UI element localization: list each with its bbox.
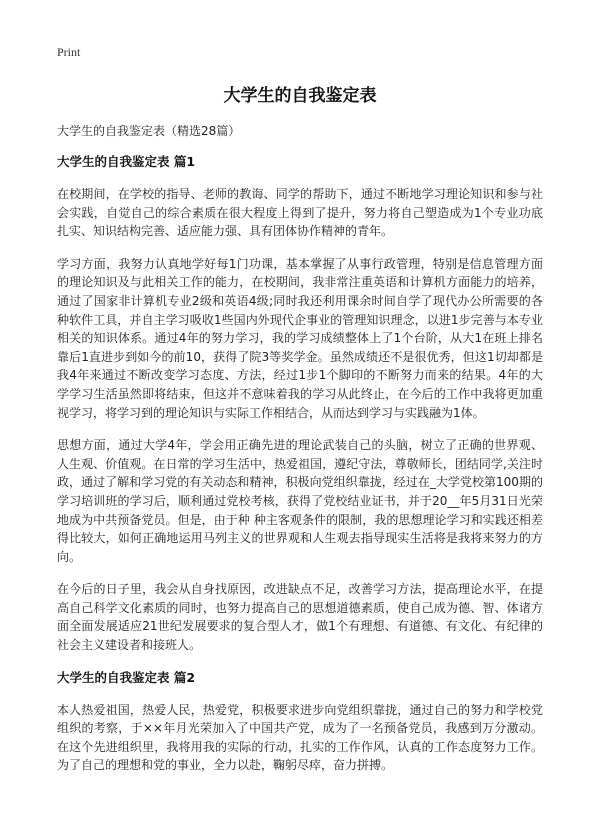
document-title: 大学生的自我鉴定表: [223, 86, 377, 106]
section-2: [57, 669, 543, 775]
section-heading: 大学生的自我鉴定表 篇1: [57, 154, 196, 169]
document-subtitle: 大学生的自我鉴定表（精选28篇）: [57, 124, 241, 138]
section-heading: 大学生的自我鉴定表 篇2: [57, 669, 196, 685]
paragraph: 在校期间，在学校的指导、老师的教诲、同学的帮助下，通过不断地学习理论知识和参与社会实践，自觉自己的综合素质在很大程度上得到了提升，努力将自己塑造成为1个专业功底扎实、知识结构完善、适应能力强、具有团体协作精神的青年。: [57, 187, 543, 239]
paragraph: 学习方面，我努力认真地学好每1门功课，基本掌握了从事行政管理，特别是信息管理方面的理论知识及与此相关工作的能力，在校期间，我非常注重英语和计算机方面能力的培养，通过了国家非计算机专业2级和英语4级;同时我还利用课余时间自学了现代办公所需要的各种软件工具，并自主学习吸收1些国内外现代企事业的管理知识理念，以进1步完善与本专业相关的知识体系。通过4年的努力学习，我的学习成绩整体上了1个台阶，从大1在班上排名靠后1直进步到如今的前10，获得了院3等奖学金。虽然成绩还不是很优秀，但这1切却都是我4年来通过不断改变学习态度、方法，经过1步1个脚印的不断努力而来的结果。4年的大学学习生活虽然即将结束，但这并不意味着我的学习从此终止，在今后的工作中我将更加重视学习，将学习到的理论知识与实际工作相结合，从而达到学习与实践融为1体。: [57, 256, 543, 420]
paragraph: 在今后的日子里，我会从自身找原因，改进缺点不足，改善学习方法，提高理论水平，在提高自己科学文化素质的同时，也努力提高自己的思想道德素质，使自己成为德、智、体诸方面全面发展适应21世纪发展要求的复合型人才，做1个有理想、有道德、有文化、有纪律的社会主义建设者和接班人。: [57, 582, 543, 653]
print-label: Print: [57, 45, 81, 59]
paragraph: 思想方面，通过大学4年，学会用正确先进的理论武装自己的头脑，树立了正确的世界观、人生观、价值观。在日常的学习生活中，热爱祖国，遵纪守法，尊敬师长，团结同学,关注时政，通过了解和学习党的有关动态和精神，积极向党组织靠拢，经过在_大学党校第100期的学习培训班的学习后，顺利通过党校考核，获得了党校结业证书，并于20__年5月31日光荣地成为中共预备党员。但是，由于种 种主客观条件的限制，我的思想理论学习和实践还相差得比较大，如何正确地运用马列主义的世界观和人生观去指导现实生活将是我将来努力的方向。: [57, 438, 543, 564]
section-1: [57, 153, 543, 655]
paragraph: 本人热爱祖国，热爱人民，热爱党，积极要求进步向党组织靠拢，通过自己的努力和学校党组织的考察，于××年月光荣加入了中国共产党，成为了一名预备党员，我感到万分激动。在这个先进组织里，我将用我的实际的行动，扎实的工作作风，认真的工作态度努力工作。为了自己的理想和党的事业，全力以赴，鞠躬尽瘁，奋力拼搏。: [57, 702, 543, 773]
